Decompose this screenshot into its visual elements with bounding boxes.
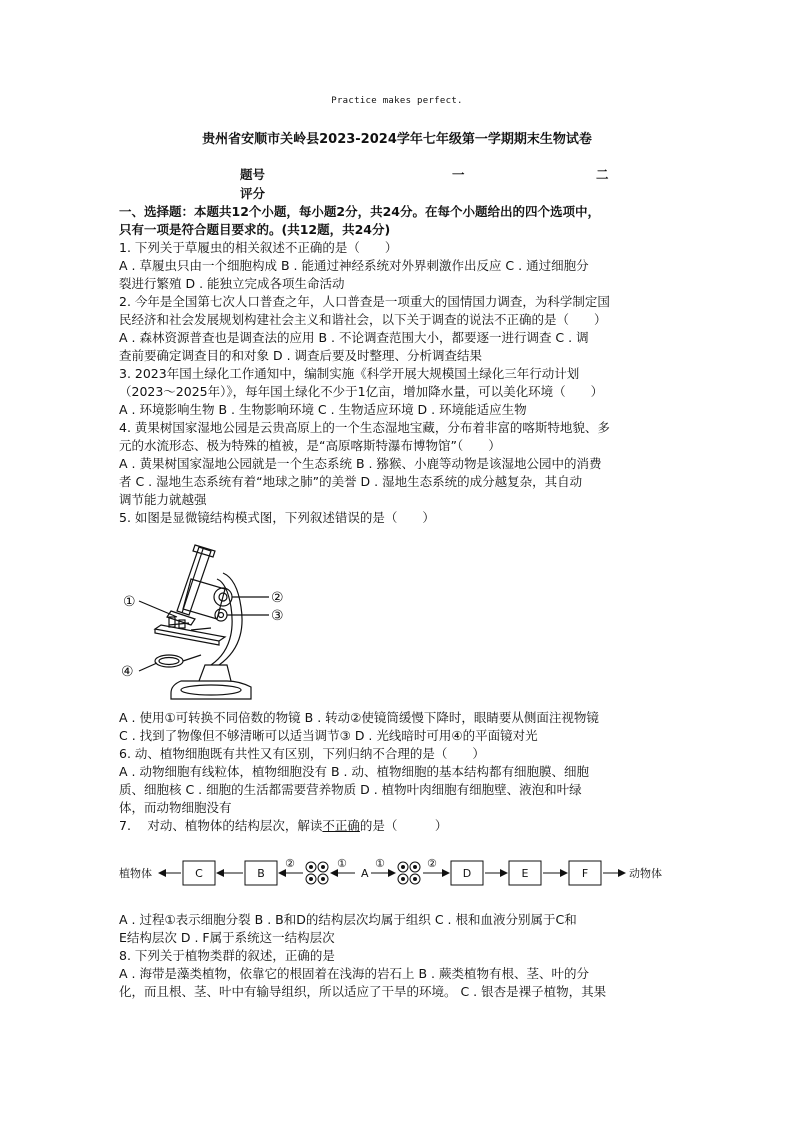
cell-cluster-left	[306, 862, 328, 884]
question-stem: 8. 下列关于植物类群的叙述，正确的是	[119, 948, 335, 963]
question-options: 质、细胞核 C . 细胞的生活都需要营养物质 D . 植物叶肉细胞有细胞壁、液泡和叶绿	[119, 782, 582, 797]
question-options: A . 使用①可转换不同倍数的物镜 B . 转动②使镜筒缓慢下降时，眼睛要从侧面注视物镜	[119, 710, 599, 725]
question-2	[119, 293, 677, 365]
question-stem	[119, 817, 677, 835]
question-7	[119, 817, 677, 947]
question-6	[119, 745, 677, 817]
question-stem: 1. 下列关于草履虫的相关叙述不正确的是（ ）	[119, 240, 398, 255]
question-5	[119, 509, 677, 745]
exam-content	[119, 203, 677, 1001]
microscope-stage	[155, 625, 225, 641]
score-table-score-label: 评分	[240, 186, 266, 201]
section-heading: 只有一项是符合题目要求的。(共12题，共24分)	[119, 222, 391, 237]
question-1	[119, 239, 677, 293]
arrow-mark: ②	[285, 857, 295, 870]
exam-title: 贵州省安顺市关岭县2023-2024学年七年级第一学期期末生物试卷	[202, 132, 592, 147]
arrow-mark: ①	[375, 857, 385, 870]
question-options: A . 森林资源普查也是调查法的应用 B . 不论调查范围大小，都要逐一进行调查 C . 调	[119, 330, 589, 345]
question-options: 裂进行繁殖 D . 能独立完成各项生命活动	[119, 276, 345, 291]
plant-body-label: 植物体	[119, 867, 152, 880]
question-options: A . 过程①表示细胞分裂 B . B和D的结构层次均属于组织 C . 根和血液分别属于C和	[119, 912, 577, 927]
microscope-tube	[177, 547, 211, 615]
stem-prefix: 7. 对动、植物体的结构层次，解读	[119, 818, 323, 833]
header-note: Practice makes perfect.	[331, 96, 463, 106]
label-2: ②	[271, 590, 284, 606]
question-options: 调节能力就越强	[119, 492, 207, 507]
structure-levels-figure	[119, 835, 677, 911]
score-table-row-label: 题号	[240, 167, 266, 182]
arrow-mark: ②	[427, 857, 437, 870]
label-3: ③	[271, 608, 284, 624]
question-stem: 6. 动、植物细胞既有共性又有区别，下列归纳不合理的是（ ）	[119, 746, 485, 761]
stem-suffix: 的是（ ）	[359, 818, 448, 833]
question-options: A . 环境影响生物 B . 生物影响环境 C . 生物适应环境 D . 环境能适应生物	[119, 402, 527, 417]
microscope-figure	[119, 527, 677, 709]
stem-underlined: 不正确	[322, 818, 360, 833]
box-d-label: D	[462, 867, 472, 880]
question-options: 化，而且根、茎、叶中有输导组织，所以适应了干旱的环境。 C . 银杏是裸子植物，其果	[119, 984, 607, 999]
question-stem: 元的水流形态、极为特殊的植被，是“高原喀斯特瀑布博物馆”（ ）	[119, 438, 501, 453]
score-table-col-2: 二	[596, 167, 609, 182]
animal-body-label: 动物体	[629, 867, 662, 880]
cell-cluster-right	[398, 862, 420, 884]
box-f-label: F	[581, 867, 589, 880]
label-4: ④	[121, 664, 134, 680]
structure-levels-diagram	[119, 835, 677, 911]
question-options: C . 找到了物像但不够清晰可以适当调节③ D . 光线暗时可用④的平面镜对光	[119, 728, 538, 743]
question-options: E结构层次 D . F属于系统这一结构层次	[119, 930, 335, 945]
question-4	[119, 419, 677, 509]
question-stem: 5. 如图是显微镜结构模式图，下列叙述错误的是（ ）	[119, 510, 435, 525]
box-c-label: C	[195, 867, 203, 880]
question-options: 体，而动物细胞没有	[119, 800, 232, 815]
question-options: 者 C . 湿地生态系统有着“地球之肺”的美誉 D . 湿地生态系统的成分越复杂，其自动	[119, 474, 583, 489]
fine-focus-knob	[215, 609, 227, 621]
question-stem: （2023～2025年）》，每年国土绿化不少于1亿亩，增加降水量，可以美化环境（ ）	[119, 384, 604, 399]
microscope-pillar	[199, 665, 231, 681]
microscope-arm	[211, 579, 232, 665]
question-8	[119, 947, 677, 1001]
label-1: ①	[123, 594, 136, 610]
question-3	[119, 365, 677, 419]
question-stem: 民经济和社会发展规划构建社会主义和谐社会，以下关于调查的说法不正确的是（ ）	[119, 312, 607, 327]
box-e-label: E	[521, 867, 529, 880]
box-b-label: B	[257, 867, 265, 880]
question-options: A . 海带是藻类植物，依靠它的根固着在浅海的岩石上 B . 蕨类植物有根、茎、叶的分	[119, 966, 589, 981]
microscope-drawing	[119, 527, 359, 709]
section-heading: 一、选择题：本题共12个小题，每小题2分，共24分。在每个小题给出的四个选项中，	[119, 204, 600, 219]
question-stem: 4. 黄果树国家湿地公园是云贵高原上的一个生态湿地宝藏，分布着非富的喀斯特地貌、多	[119, 420, 610, 435]
question-options: 查前要确定调查目的和对象 D . 调查后要及时整理、分析调查结果	[119, 348, 483, 363]
center-a-label: A	[361, 867, 369, 880]
arrow-mark: ①	[337, 857, 347, 870]
score-table-col-1: 一	[452, 167, 465, 182]
question-options: A . 动物细胞有线粒体，植物细胞没有 B . 动、植物细胞的基本结构都有细胞膜、细胞	[119, 764, 589, 779]
microscope-base	[171, 681, 251, 699]
question-stem: 2. 今年是全国第七次人口普查之年，人口普查是一项重大的国情国力调查，为科学制定国	[119, 294, 610, 309]
question-stem: 3. 2023年国土绿化工作通知中，编制实施《科学开展大规模国土绿化三年行动计划	[119, 366, 580, 381]
microscope-nosepiece	[167, 611, 195, 625]
question-options: A . 草履虫只由一个细胞构成 B . 能通过神经系统对外界刺激作出反应 C . 通过细胞分	[119, 258, 589, 273]
question-options: A . 黄果树国家湿地公园就是一个生态系统 B . 猕猴、小鹿等动物是该湿地公园中的消费	[119, 456, 602, 471]
